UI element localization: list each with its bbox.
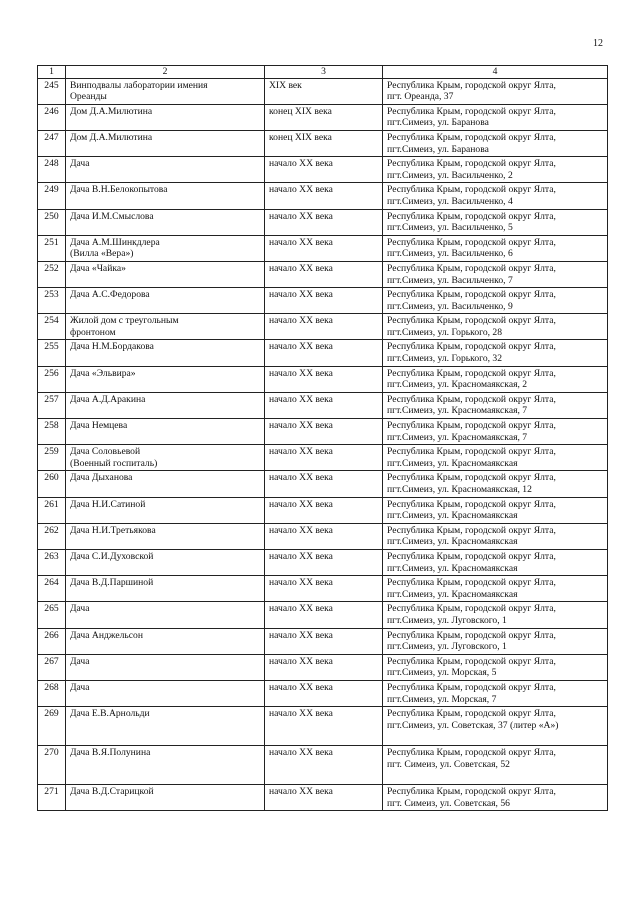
object-name-line: Дача «Эльвира»: [70, 367, 136, 379]
address-line: Республика Крым, городской округ Ялта,: [387, 708, 556, 720]
address-cell: [383, 602, 608, 628]
row-number: 256: [38, 366, 66, 392]
row-number: 246: [38, 104, 66, 130]
object-name-line: Винподвалы лаборатории имения: [70, 79, 208, 91]
row-number: 250: [38, 209, 66, 235]
address-line: Республика Крым, городской округ Ялта,: [387, 210, 556, 222]
address-line: Республика Крым, городской округ Ялта,: [387, 786, 556, 798]
object-name-cell: [66, 576, 265, 602]
address-line: пгт.Симеиз, ул. Васильченко, 6: [387, 248, 513, 260]
object-name-line: Дача И.М.Смыслова: [70, 210, 154, 222]
address-cell: [383, 157, 608, 183]
address-line: Республика Крым, городской округ Ялта,: [387, 446, 556, 458]
address-cell: [383, 261, 608, 287]
object-name-cell: [66, 602, 265, 628]
address-line: пгт.Симеиз, ул. Горького, 32: [387, 353, 503, 365]
dating-cell: начало XX века: [265, 785, 383, 811]
object-name-line: Дача «Чайка»: [70, 262, 126, 274]
address-cell: [383, 130, 608, 156]
table-row: [38, 471, 608, 497]
address-line: пгт.Симеиз, ул. Баранова: [387, 143, 489, 155]
address-line: пгт.Симеиз, ул. Морская, 5: [387, 667, 497, 679]
table-row: [38, 654, 608, 680]
address-line: пгт.Симеиз, ул. Луговского, 1: [387, 641, 507, 653]
address-line: пгт.Симеиз, ул. Красномаякская, 12: [387, 484, 532, 495]
address-cell: [383, 392, 608, 418]
address-cell: [383, 78, 608, 104]
dating-cell: начало XX века: [265, 523, 383, 549]
dating-cell: начало XX века: [265, 261, 383, 287]
address-cell: [383, 366, 608, 392]
address-line: Республика Крым, городской округ Ялта,: [387, 315, 556, 327]
address-cell: [383, 785, 608, 811]
dating-cell: XIX век: [265, 78, 383, 104]
row-number: 248: [38, 157, 66, 183]
address-line: Республика Крым, городской округ Ялта,: [387, 79, 556, 91]
address-line: пгт.Симеиз, ул. Васильченко, 9: [387, 300, 513, 312]
column-header-period: 3: [265, 66, 383, 79]
object-name-line: Дача А.С.Федорова: [70, 289, 150, 301]
address-line: Республика Крым, городской округ Ялта,: [387, 550, 556, 562]
object-name-line: Дача Н.И.Третьякова: [70, 524, 156, 536]
address-line: пгт.Симеиз, ул. Васильченко, 4: [387, 195, 513, 207]
table-row: [38, 104, 608, 130]
object-name-cell: [66, 746, 265, 785]
address-line: пгт. Симеиз, ул. Советская, 56: [387, 797, 510, 809]
address-line: Республика Крым, городской округ Ялта,: [387, 747, 556, 759]
object-name-line: Дача: [70, 655, 90, 667]
row-number: 260: [38, 471, 66, 497]
address-cell: [383, 183, 608, 209]
dating-cell: начало XX века: [265, 419, 383, 445]
address-line: пгт.Симеиз, ул. Васильченко, 7: [387, 274, 513, 286]
table-row: [38, 340, 608, 366]
object-name-line: Дача А.Д.Аракина: [70, 393, 146, 405]
address-line: Республика Крым, городской округ Ялта,: [387, 681, 556, 693]
object-name-line: Дача Н.М.Бордакова: [70, 341, 154, 353]
address-cell: [383, 680, 608, 706]
address-line: Республика Крым, городской округ Ялта,: [387, 341, 556, 353]
table-row: [38, 261, 608, 287]
row-number: 259: [38, 445, 66, 471]
address-cell: [383, 235, 608, 261]
row-number: 263: [38, 549, 66, 575]
object-name-line: Дача В.Н.Белокопытова: [70, 184, 168, 196]
address-line: Республика Крым, городской округ Ялта,: [387, 236, 556, 248]
object-name-line: Дача Немцева: [70, 420, 128, 432]
dating-cell: начало XX века: [265, 602, 383, 628]
object-name-cell: [66, 680, 265, 706]
row-number: 247: [38, 130, 66, 156]
address-cell: [383, 654, 608, 680]
object-name-cell: [66, 654, 265, 680]
table-row: [38, 157, 608, 183]
dating-cell: начало XX века: [265, 746, 383, 785]
table-row: [38, 288, 608, 314]
address-line: пгт.Симеиз, ул. Красномаякская: [387, 510, 518, 522]
address-line: Республика Крым, городской округ Ялта,: [387, 184, 556, 196]
row-number: 264: [38, 576, 66, 602]
dating-cell: начало XX века: [265, 392, 383, 418]
address-line: пгт.Симеиз, ул. Красномаякская, 2: [387, 379, 528, 391]
row-number: 252: [38, 261, 66, 287]
object-name-line: Дача: [70, 603, 90, 615]
address-line: Республика Крым, городской округ Ялта,: [387, 158, 556, 170]
address-cell: [383, 628, 608, 654]
object-name-line: Дача Анджельсон: [70, 629, 143, 641]
object-name-cell: [66, 785, 265, 811]
dating-cell: начало XX века: [265, 445, 383, 471]
table-row: [38, 602, 608, 628]
object-name-cell: [66, 78, 265, 104]
table-row: [38, 419, 608, 445]
table-row: [38, 235, 608, 261]
object-name-line: Ореанды: [70, 91, 107, 103]
object-name-cell: [66, 628, 265, 654]
page-number: 12: [593, 38, 603, 49]
address-cell: [383, 445, 608, 471]
row-number: 255: [38, 340, 66, 366]
table-row: [38, 392, 608, 418]
column-header-number: 1: [38, 66, 66, 79]
table-row: [38, 130, 608, 156]
object-name-cell: [66, 497, 265, 523]
object-name-line: фронтоном: [70, 326, 116, 338]
object-name-line: (Вилла «Вера»): [70, 248, 134, 260]
table-row: [38, 366, 608, 392]
row-number: 261: [38, 497, 66, 523]
object-name-cell: [66, 183, 265, 209]
address-line: пгт.Симеиз, ул. Васильченко, 2: [387, 169, 513, 181]
row-number: 249: [38, 183, 66, 209]
address-line: Республика Крым, городской округ Ялта,: [387, 420, 556, 432]
header-row: [38, 66, 608, 79]
object-name-cell: [66, 471, 265, 497]
object-name-line: Жилой дом с треугольным: [70, 315, 179, 327]
table-row: [38, 746, 608, 785]
address-line: пгт.Симеиз, ул. Советская, 37 (литер «А»): [387, 719, 559, 731]
heritage-register-table: [37, 65, 608, 811]
address-cell: [383, 746, 608, 785]
object-name-cell: [66, 549, 265, 575]
table-row: [38, 314, 608, 340]
object-name-cell: [66, 366, 265, 392]
dating-cell: начало XX века: [265, 628, 383, 654]
object-name-line: Дача: [70, 158, 90, 170]
address-line: пгт.Симеиз, ул. Красномаякская, 7: [387, 431, 528, 443]
row-number: 245: [38, 78, 66, 104]
address-cell: [383, 419, 608, 445]
dating-cell: начало XX века: [265, 680, 383, 706]
row-number: 266: [38, 628, 66, 654]
address-cell: [383, 104, 608, 130]
table-row: [38, 628, 608, 654]
table-row: [38, 209, 608, 235]
address-cell: [383, 209, 608, 235]
row-number: 267: [38, 654, 66, 680]
dating-cell: начало XX века: [265, 576, 383, 602]
row-number: 258: [38, 419, 66, 445]
address-line: пгт. Симеиз, ул. Советская, 52: [387, 758, 510, 770]
row-number: 257: [38, 392, 66, 418]
row-number: 269: [38, 707, 66, 746]
address-cell: [383, 340, 608, 366]
table-row: [38, 785, 608, 811]
dating-cell: начало XX века: [265, 209, 383, 235]
address-line: пгт.Симеиз, ул. Красномаякская: [387, 588, 518, 600]
object-name-line: Дом Д.А.Милютина: [70, 131, 153, 143]
object-name-cell: [66, 130, 265, 156]
object-name-line: Дача В.Д.Паршиной: [70, 577, 154, 589]
address-line: Республика Крым, городской округ Ялта,: [387, 629, 556, 641]
object-name-cell: [66, 392, 265, 418]
dating-cell: конец XIX века: [265, 130, 383, 156]
object-name-line: Дача С.И.Духовской: [70, 550, 154, 562]
dating-cell: начало XX века: [265, 497, 383, 523]
address-cell: [383, 497, 608, 523]
dating-cell: начало XX века: [265, 654, 383, 680]
dating-cell: начало XX века: [265, 340, 383, 366]
address-line: Республика Крым, городской округ Ялта,: [387, 131, 556, 143]
table-row: [38, 680, 608, 706]
table-row: [38, 549, 608, 575]
address-line: Республика Крым, городской округ Ялта,: [387, 367, 556, 379]
table-row: [38, 183, 608, 209]
row-number: 265: [38, 602, 66, 628]
row-number: 262: [38, 523, 66, 549]
dating-cell: начало XX века: [265, 288, 383, 314]
object-name-cell: [66, 419, 265, 445]
address-line: пгт.Симеиз, ул. Баранова: [387, 117, 489, 129]
dating-cell: начало XX века: [265, 549, 383, 575]
object-name-line: Дом Д.А.Милютина: [70, 105, 153, 117]
dating-cell: начало XX века: [265, 183, 383, 209]
object-name-cell: [66, 209, 265, 235]
address-line: Республика Крым, городской округ Ялта,: [387, 524, 556, 536]
object-name-cell: [66, 157, 265, 183]
table-row: [38, 497, 608, 523]
object-name-cell: [66, 104, 265, 130]
object-name-line: Дача В.Я.Полунина: [70, 747, 151, 759]
address-line: Республика Крым, городской округ Ялта,: [387, 289, 556, 301]
address-cell: [383, 549, 608, 575]
address-cell: [383, 288, 608, 314]
object-name-cell: [66, 314, 265, 340]
table-row: [38, 576, 608, 602]
address-line: Республика Крым, городской округ Ялта,: [387, 262, 556, 274]
address-cell: [383, 314, 608, 340]
object-name-line: Дача: [70, 681, 90, 693]
address-cell: [383, 707, 608, 746]
table-row: [38, 523, 608, 549]
address-line: пгт.Симеиз, ул. Красномаякская, 7: [387, 405, 528, 417]
row-number: 254: [38, 314, 66, 340]
dating-cell: начало XX века: [265, 366, 383, 392]
object-name-line: (Военный госпиталь): [70, 457, 158, 469]
object-name-line: Дача В.Д.Старицкой: [70, 786, 154, 798]
table-row: [38, 707, 608, 746]
dating-cell: конец XIX века: [265, 104, 383, 130]
table-row: [38, 78, 608, 104]
address-line: пгт.Симеиз, ул. Красномаякская: [387, 457, 518, 469]
row-number: 271: [38, 785, 66, 811]
address-cell: [383, 523, 608, 549]
object-name-cell: [66, 261, 265, 287]
address-line: пгт.Симеиз, ул. Морская, 7: [387, 693, 497, 705]
object-name-cell: [66, 707, 265, 746]
address-line: пгт.Симеиз, ул. Васильченко, 5: [387, 222, 513, 234]
address-line: Республика Крым, городской округ Ялта,: [387, 577, 556, 589]
dating-cell: начало XX века: [265, 314, 383, 340]
row-number: 251: [38, 235, 66, 261]
column-header-address: 4: [383, 66, 608, 79]
object-name-cell: [66, 523, 265, 549]
object-name-line: Дача Е.В.Арнольди: [70, 708, 150, 720]
address-line: Республика Крым, городской округ Ялта,: [387, 655, 556, 667]
address-line: пгт.Симеиз, ул. Красномаякская: [387, 562, 518, 574]
object-name-cell: [66, 235, 265, 261]
address-line: Республика Крым, городской округ Ялта,: [387, 498, 556, 510]
dating-cell: начало XX века: [265, 471, 383, 497]
address-cell: [383, 471, 608, 497]
address-line: Республика Крым, городской округ Ялта,: [387, 472, 556, 484]
object-name-line: Дача Н.И.Сатиной: [70, 498, 146, 510]
column-header-name: 2: [66, 66, 265, 79]
object-name-line: Дача Дыханова: [70, 472, 133, 484]
table-row: [38, 445, 608, 471]
object-name-cell: [66, 288, 265, 314]
address-line: Республика Крым, городской округ Ялта,: [387, 393, 556, 405]
object-name-cell: [66, 445, 265, 471]
dating-cell: начало XX века: [265, 235, 383, 261]
object-name-cell: [66, 340, 265, 366]
address-line: пгт. Ореанда, 37: [387, 91, 454, 103]
dating-cell: начало XX века: [265, 707, 383, 746]
address-cell: [383, 576, 608, 602]
table-header: [38, 66, 608, 79]
address-line: Республика Крым, городской округ Ялта,: [387, 105, 556, 117]
object-name-line: Дача А.М.Шинкдлера: [70, 236, 160, 248]
row-number: 270: [38, 746, 66, 785]
address-line: пгт.Симеиз, ул. Красномаякская: [387, 536, 518, 548]
row-number: 253: [38, 288, 66, 314]
object-name-line: Дача Соловьевой: [70, 446, 141, 458]
dating-cell: начало XX века: [265, 157, 383, 183]
row-number: 268: [38, 680, 66, 706]
table-body: [38, 78, 608, 811]
address-line: пгт.Симеиз, ул. Горького, 28: [387, 326, 503, 338]
address-line: Республика Крым, городской округ Ялта,: [387, 603, 556, 615]
address-line: пгт.Симеиз, ул. Луговского, 1: [387, 614, 507, 626]
